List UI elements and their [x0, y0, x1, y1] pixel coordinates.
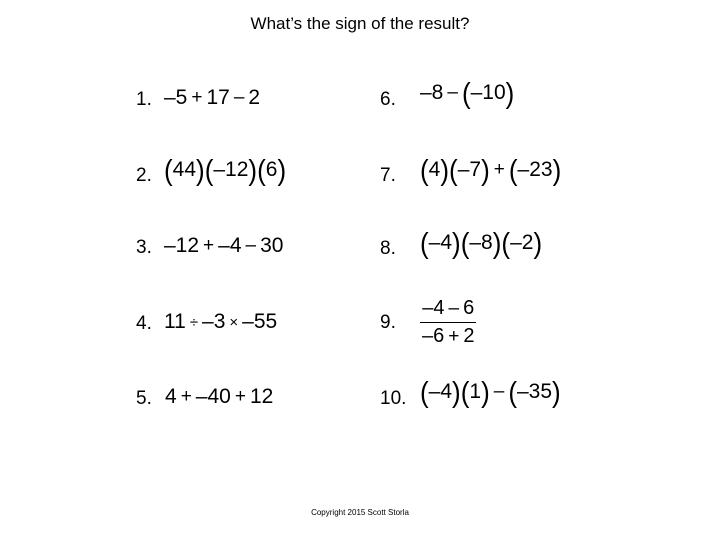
term: 1: [469, 380, 482, 403]
operator: +: [180, 386, 192, 407]
problem-expression: [165, 385, 273, 409]
operator: +: [493, 159, 505, 180]
problem-number: 7.: [380, 165, 396, 186]
paren: ): [552, 153, 562, 187]
operator: +: [203, 235, 215, 256]
problem-expression: [420, 375, 561, 409]
paren: ): [440, 153, 450, 187]
term: –35: [516, 380, 553, 403]
term: –8: [469, 231, 493, 254]
term: –12: [164, 234, 200, 257]
paren: ): [533, 226, 543, 260]
paren: (: [449, 153, 458, 187]
term: –55: [242, 310, 278, 333]
problem-expression: [164, 234, 283, 258]
paren: (: [420, 375, 429, 409]
term: –6: [422, 325, 445, 347]
operator: +: [191, 87, 203, 108]
paren: (: [257, 153, 266, 187]
term: –4: [428, 380, 453, 403]
term: 44: [172, 158, 197, 181]
copyright-footer: Copyright 2015 Scott Storla: [311, 508, 409, 517]
numerator: [420, 297, 476, 322]
paren: ): [196, 153, 205, 187]
problem-number: 9.: [380, 312, 396, 333]
term: –3: [202, 310, 226, 333]
problem-expression: [164, 86, 260, 110]
paren: (: [501, 226, 511, 260]
term: 6: [463, 297, 475, 319]
operator: –: [233, 87, 245, 108]
paren: ): [552, 375, 561, 409]
problem-number: 2.: [136, 165, 152, 186]
term: 11: [164, 310, 186, 333]
fraction: [420, 297, 476, 348]
term: –8: [420, 81, 444, 104]
term: –40: [195, 385, 231, 408]
paren: (: [420, 226, 429, 260]
problem-number: 3.: [136, 237, 152, 258]
paren: ): [452, 226, 461, 260]
term: 2: [463, 325, 475, 347]
paren: ): [452, 375, 461, 409]
term: –2: [510, 231, 534, 254]
paren: ): [481, 375, 490, 409]
term: –7: [457, 158, 482, 181]
paren: (: [460, 375, 470, 409]
term: 2: [248, 86, 261, 109]
term: 6: [265, 158, 278, 181]
operator: +: [448, 326, 460, 347]
paren: (: [420, 153, 429, 187]
page-title: What’s the sign of the result?: [250, 14, 470, 33]
paren: (: [164, 153, 173, 187]
term: 4: [165, 385, 177, 408]
paren: ): [505, 76, 515, 110]
term: 12: [249, 385, 274, 408]
problem-number: 6.: [380, 89, 396, 110]
problem-expression: [420, 76, 515, 110]
paren: (: [508, 375, 517, 409]
operator: –: [245, 235, 257, 256]
paren: ): [277, 153, 287, 187]
term: 17: [206, 86, 230, 109]
paren: ): [492, 226, 502, 260]
term: –4: [218, 234, 242, 257]
paren: (: [508, 153, 518, 187]
term: –5: [164, 86, 188, 109]
operator: –: [448, 298, 460, 319]
paren: (: [460, 226, 470, 260]
term: 4: [428, 158, 441, 181]
term: –10: [470, 81, 506, 104]
problem-expression: [420, 226, 543, 260]
problem-expression: [164, 310, 277, 334]
problem-number: 10.: [380, 388, 407, 409]
paren: (: [461, 76, 471, 110]
operator: –: [447, 82, 458, 103]
problem-expression: [420, 153, 562, 187]
problem-expression: [164, 153, 287, 187]
term: –4: [428, 231, 453, 254]
multiply-operator: ×: [229, 313, 239, 331]
problem-number: 5.: [136, 388, 152, 409]
term: –12: [213, 158, 249, 181]
term: 30: [260, 234, 284, 257]
denominator: [420, 323, 476, 348]
term: –4: [422, 297, 445, 319]
problem-number: 4.: [136, 313, 152, 334]
paren: ): [481, 153, 490, 187]
operator: –: [493, 381, 505, 402]
paren: ): [248, 153, 258, 187]
problem-number: 1.: [136, 89, 152, 110]
problem-number: 8.: [380, 238, 396, 259]
divide-operator: ÷: [189, 313, 199, 331]
paren: (: [204, 153, 214, 187]
term: –23: [517, 158, 553, 181]
operator: +: [234, 386, 246, 407]
